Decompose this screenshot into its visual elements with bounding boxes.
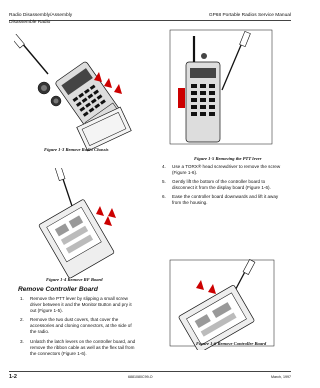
header-section-title: Radio Disassembly/Assembly — [9, 13, 73, 18]
list-item: 3. Unlatch the latch levers on the controller board, and remove the ribbon cable as well as the flex tail from the connectors (Figure 1-6). — [20, 338, 136, 356]
figure-1-3-radio-chassis — [14, 34, 144, 152]
list-item: 5. Gently lift the bottom of the controller board to disconnect it from the display board (Figure 1-6). — [162, 179, 271, 191]
list-item: 6. Ease the controller board downwards and lift it away from the housing. — [162, 194, 279, 206]
document-number: 6881080C99-O — [128, 375, 153, 379]
screwdriver-illustration — [14, 34, 48, 74]
figure-1-5-caption: Figure 1-5 Removing the PTT lever — [194, 156, 262, 161]
publication-date: March, 1997 — [271, 375, 291, 379]
header-manual-title: GP68 Portable Radios Service Manual — [208, 13, 291, 18]
section-title: Remove Controller Board — [18, 286, 98, 293]
screwdriver-illustration — [55, 168, 74, 212]
left-steps — [20, 296, 138, 360]
figure-1-3-caption: Figure 1-3 Remove Radio Chassis — [44, 147, 109, 152]
footer-rule — [9, 371, 291, 372]
figure-1-4-rf-board — [16, 168, 136, 278]
header-subtitle: Disassemble Radio — [9, 20, 51, 25]
figure-1-6-controller-board — [166, 258, 278, 350]
figure-1-5-ptt-lever — [166, 28, 276, 148]
right-steps — [162, 164, 286, 210]
header-rule — [9, 20, 291, 21]
figure-1-4-caption: Figure 1-4 Remove RF Board — [46, 277, 103, 282]
list-item: 2. Remove the two dust covers, that cover the accessories and cloning connectors, at the side of the radio. — [20, 317, 132, 335]
page-number: 1-2 — [9, 374, 17, 380]
list-item: 1. Remove the PTT lever by slipping a small screw driver between it and the Monitor Button and pry it out (Figure 1-5). — [20, 296, 132, 314]
figure-1-6-caption: Figure 1-6 Remove Controller Board — [196, 341, 267, 346]
list-item: 4. Use a TORX® head screwdriver to remove the screw (Figure 1-6). — [162, 164, 281, 176]
